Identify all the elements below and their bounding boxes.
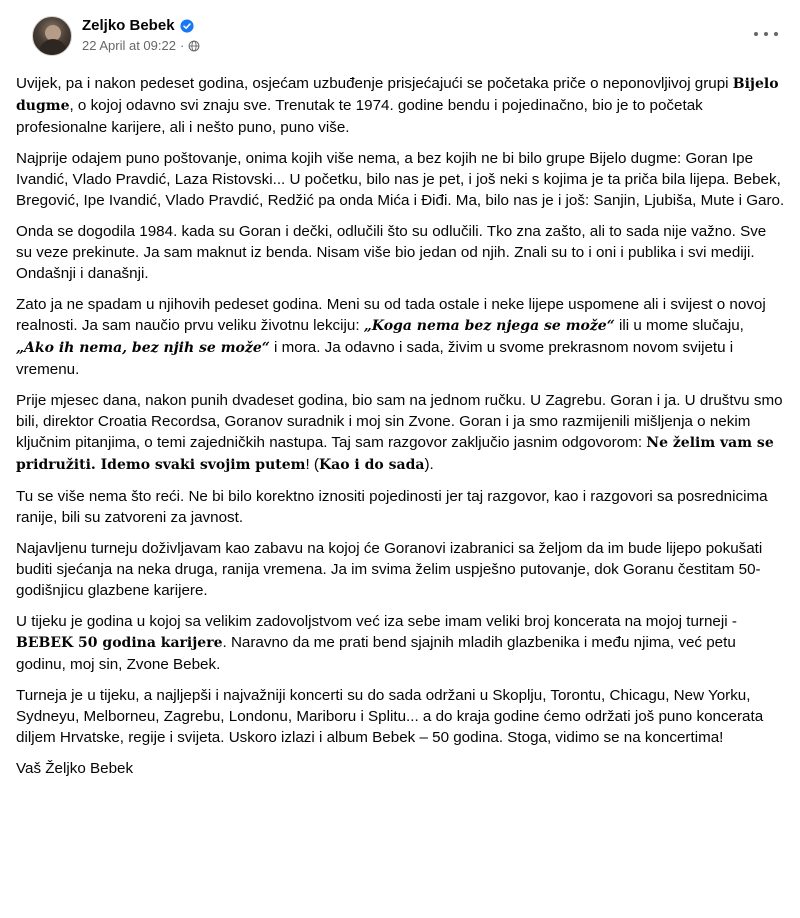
- text-run: Zato ja ne spadam u njihovih pedeset godina. Meni su od tada ostale i neke lijepe uspomene ali i svijest o novoj realnosti. Ja sam naučio prvu veliku životnu lekciju:: [16, 296, 766, 334]
- avatar-body: [39, 39, 67, 56]
- text-run: ! (: [305, 456, 319, 473]
- verified-badge-icon: [180, 19, 194, 33]
- globe-icon[interactable]: [188, 40, 200, 52]
- paragraph-1: [16, 73, 786, 138]
- author-name-link[interactable]: Zeljko Bebek: [82, 17, 175, 34]
- paragraph-4: [16, 294, 786, 380]
- paragraph-7: Najavljenu turneju doživljavam kao zabavu na kojoj će Goranovi izabranici sa željom da im bude lijepo pokušati buditi sjećanja na neka druga, ranija vremena. Ja im svima želim uspješno putovanje, dok Goranu čestitam 50-godišnjicu glazbene karijere.: [16, 540, 763, 599]
- text-run: i mora. Ja odavno i sada, živim u svome prekrasnom novom svijetu i vremenu.: [16, 339, 734, 378]
- paragraph-9: Turneja je u tijeku, a najljepši i najvažniji koncerti su do sada održani u Skoplju, Torontu, Chicagu, New Yorku, Sydneyu, Melborneu, Zagrebu, Londonu, Mariboru i Splitu... a do kraja godine ćemo održati još puno koncerata diljem Hrvatske, regije i svijeta. Uskoro izlazi i album Bebek – 50 godina. Stoga, vidimo se na koncertima!: [16, 687, 764, 746]
- text-run: . Naravno da me prati bend sjajnih mladih glazbenika i među njima, već petu godinu, moj sin, Zvone Bebek.: [16, 634, 736, 673]
- quote-1: „Koga nema bez njega se može“: [363, 318, 615, 334]
- text-run: U tijeku je godina u kojoj sa velikim zadovoljstvom već iza sebe imam veliki broj koncerata na mojoj turneji -: [16, 613, 737, 630]
- bold-band-name: Bijelo dugme: [16, 76, 779, 114]
- bold-aside: Kao i do sada: [318, 457, 425, 473]
- bold-answer: Ne želim vam se pridružiti. Idemo svaki svojim putem: [16, 435, 774, 473]
- post-header: [16, 0, 800, 66]
- text-run: ).: [424, 456, 434, 473]
- paragraph-8: [16, 611, 786, 675]
- more-dot: [754, 32, 758, 36]
- text-run: Prije mjesec dana, nakon punih dvadeset godina, bio sam na jednom ručku. U Zagrebu. Goran i ja. U društvu smo bili, direktor Croatia Recordsa, Goranov suradnik i moj sin Zvone. Goran i ja smo razmijenili mišljenja o nekim ključnim pitanjima, o temi zajedničkih nastupa. Taj sam razgovor zaključio jasnim odgovorom:: [16, 392, 783, 451]
- more-options-icon[interactable]: [754, 26, 778, 42]
- text-run: ili u mome slučaju,: [614, 317, 744, 334]
- post-text: [16, 66, 800, 779]
- paragraph-3: Onda se dogodila 1984. kada su Goran i dečki, odlučili što su odlučili. Tko zna zašto, ali to sada nije važno. Sve su veze prekinute. Ja sam maknut iz benda. Nisam više bio jedan od njih. Znali su to i oni i publika i svi mediji. Ondašnji i današnji.: [16, 223, 767, 282]
- author-avatar[interactable]: [32, 16, 72, 56]
- post-timestamp-link[interactable]: 22 April at 09:22: [82, 38, 176, 53]
- text-run: Uvijek, pa i nakon pedeset godina, osjećam uzbuđenje prisjećajući se početaka priče o neponovljivoj grupi: [16, 75, 733, 92]
- paragraph-5: [16, 390, 786, 476]
- signature: Vaš Željko Bebek: [16, 760, 134, 777]
- quote-2: „Ako ih nema, bez njih se može“: [16, 340, 270, 356]
- bold-tour-name: BEBEK 50 godina karijere: [16, 635, 223, 651]
- post-meta: [82, 38, 200, 53]
- paragraph-6: Tu se više nema što reći. Ne bi bilo korektno iznositi pojedinosti jer taj razgovor, kao i razgovori sa posrednicima ranije, bili su zatvoreni za javnost.: [16, 488, 768, 526]
- more-dot: [774, 32, 778, 36]
- paragraph-2: Najprije odajem puno poštovanje, onima kojih više nema, a bez kojih ne bi bilo grupe Bijelo dugme: Goran Ipe Ivandić, Vlado Pravdić, Laza Ristovski... U početku, bilo nas je pet, i još neki s kojima je ta priča bila lijepa. Bebek, Bregović, Ipe Ivandić, Vlado Pravdić, Redžić pa onda Mića i Điđi. Ma, bilo nas je i još: Sanjin, Ljubiša, Mute i Garo.: [16, 150, 785, 209]
- text-run: , o kojoj odavno svi znaju sve. Trenutak te 1974. godine bendu i pojedinačno, bio je to početak profesionalne karijere, ali i nešto puno, puno više.: [16, 97, 703, 136]
- more-dot: [764, 32, 768, 36]
- meta-separator: ·: [179, 38, 185, 53]
- author-name-row: [82, 17, 194, 34]
